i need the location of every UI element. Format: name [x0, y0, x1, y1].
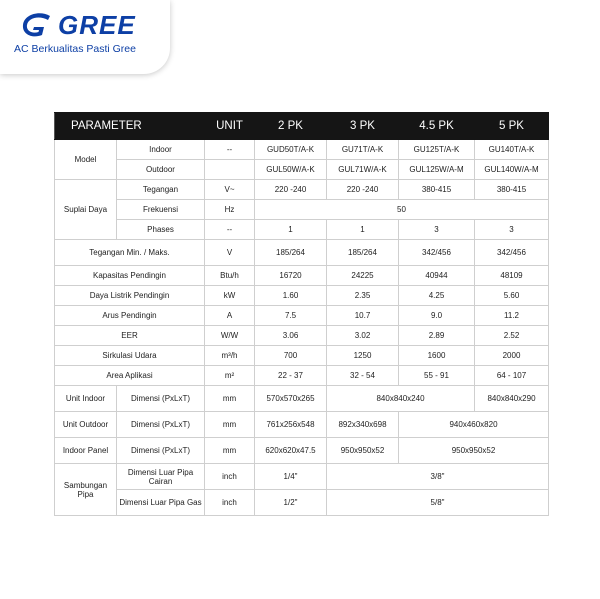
value-cell: 840x840x290 [475, 386, 549, 412]
value-cell: 380-415 [399, 180, 475, 200]
value-cell: 840x840x240 [327, 386, 475, 412]
row-model-outdoor [55, 160, 549, 180]
value-cell: 4.25 [399, 286, 475, 306]
header-2pk: 2 PK [255, 113, 327, 140]
row-daya [55, 286, 549, 306]
row-pipa-cairan [55, 464, 549, 490]
row-label: Phases [117, 220, 205, 240]
spec-table [54, 112, 549, 516]
value-cell: 16720 [255, 266, 327, 286]
row-sirkulasi [55, 346, 549, 366]
row-model-indoor [55, 140, 549, 160]
row-unit-indoor [55, 386, 549, 412]
unit-cell: inch [205, 464, 255, 490]
brand-tagline: AC Berkualitas Pasti Gree [14, 43, 136, 55]
unit-cell: inch [205, 490, 255, 516]
row-label: Frekuensi [117, 200, 205, 220]
value-cell: 48109 [475, 266, 549, 286]
value-cell: 3.02 [327, 326, 399, 346]
unit-cell: A [205, 306, 255, 326]
group-label-unit-indoor: Unit Indoor [55, 386, 117, 412]
value-cell: 940x460x820 [399, 412, 549, 438]
unit-cell [205, 160, 255, 180]
row-tegangan [55, 180, 549, 200]
value-cell: 1250 [327, 346, 399, 366]
value-cell: 3 [475, 220, 549, 240]
row-label: Outdoor [117, 160, 205, 180]
value-cell: 7.5 [255, 306, 327, 326]
value-cell: 761x256x548 [255, 412, 327, 438]
group-label-sambungan-pipa: Sambungan Pipa [55, 464, 117, 516]
value-cell: 11.2 [475, 306, 549, 326]
gree-swoosh-icon [20, 12, 54, 38]
group-label-model: Model [55, 140, 117, 180]
unit-cell: V [205, 240, 255, 266]
row-tegangan-minmax [55, 240, 549, 266]
header-row [55, 113, 549, 140]
value-cell: 22 - 37 [255, 366, 327, 386]
row-label: Dimensi Luar Pipa Gas [117, 490, 205, 516]
value-cell: 40944 [399, 266, 475, 286]
value-cell: GU125T/A-K [399, 140, 475, 160]
value-cell: GUL50W/A-K [255, 160, 327, 180]
brand-logo-card [0, 0, 170, 74]
value-cell: 220 -240 [327, 180, 399, 200]
row-label: Dimensi (PxLxT) [117, 386, 205, 412]
row-label: Sirkulasi Udara [55, 346, 205, 366]
unit-cell: mm [205, 412, 255, 438]
logo-row [20, 12, 136, 38]
value-cell: 700 [255, 346, 327, 366]
value-cell: 342/456 [399, 240, 475, 266]
row-label: Indoor [117, 140, 205, 160]
row-eer [55, 326, 549, 346]
row-label: Area Aplikasi [55, 366, 205, 386]
row-label: Dimensi (PxLxT) [117, 438, 205, 464]
value-cell: 5/8" [327, 490, 549, 516]
row-indoor-panel [55, 438, 549, 464]
unit-cell: mm [205, 438, 255, 464]
value-cell: GUL140W/A-M [475, 160, 549, 180]
value-cell: 2.89 [399, 326, 475, 346]
header-unit: UNIT [205, 113, 255, 140]
row-label: Arus Pendingin [55, 306, 205, 326]
row-phases [55, 220, 549, 240]
value-cell: 1 [327, 220, 399, 240]
row-unit-outdoor [55, 412, 549, 438]
value-cell: 10.7 [327, 306, 399, 326]
value-cell: 185/264 [327, 240, 399, 266]
value-cell: 3.06 [255, 326, 327, 346]
unit-cell: -- [205, 140, 255, 160]
value-cell: 380-415 [475, 180, 549, 200]
value-cell: 620x620x47.5 [255, 438, 327, 464]
unit-cell: W/W [205, 326, 255, 346]
row-label: EER [55, 326, 205, 346]
value-cell: 2.52 [475, 326, 549, 346]
row-arus [55, 306, 549, 326]
row-label: Kapasitas Pendingin [55, 266, 205, 286]
row-label: Dimensi Luar Pipa Cairan [117, 464, 205, 490]
value-cell: 570x570x265 [255, 386, 327, 412]
value-cell: 220 -240 [255, 180, 327, 200]
value-cell: 55 - 91 [399, 366, 475, 386]
value-cell: 950x950x52 [327, 438, 399, 464]
unit-cell: Btu/h [205, 266, 255, 286]
value-cell: 2.35 [327, 286, 399, 306]
value-cell: 342/456 [475, 240, 549, 266]
row-label: Tegangan Min. / Maks. [55, 240, 205, 266]
value-cell: 1.60 [255, 286, 327, 306]
unit-cell: m³/h [205, 346, 255, 366]
value-cell: 9.0 [399, 306, 475, 326]
value-cell: 1600 [399, 346, 475, 366]
header-parameter: PARAMETER [55, 113, 205, 140]
value-cell: 24225 [327, 266, 399, 286]
value-cell: 892x340x698 [327, 412, 399, 438]
row-label: Daya Listrik Pendingin [55, 286, 205, 306]
value-cell: 185/264 [255, 240, 327, 266]
row-kapasitas [55, 266, 549, 286]
row-label: Dimensi (PxLxT) [117, 412, 205, 438]
brand-name: GREE [58, 10, 136, 40]
row-pipa-gas [55, 490, 549, 516]
value-cell: 64 - 107 [475, 366, 549, 386]
group-label-suplai-daya: Suplai Daya [55, 180, 117, 240]
unit-cell: mm [205, 386, 255, 412]
value-cell: 32 - 54 [327, 366, 399, 386]
value-cell: 1/4" [255, 464, 327, 490]
value-cell: 2000 [475, 346, 549, 366]
value-cell: 3 [399, 220, 475, 240]
value-cell: 3/8" [327, 464, 549, 490]
row-area [55, 366, 549, 386]
value-cell: 50 [255, 200, 549, 220]
header-4-5pk: 4.5 PK [399, 113, 475, 140]
value-cell: GU71T/A-K [327, 140, 399, 160]
row-label: Tegangan [117, 180, 205, 200]
value-cell: 950x950x52 [399, 438, 549, 464]
unit-cell: V~ [205, 180, 255, 200]
header-5pk: 5 PK [475, 113, 549, 140]
group-label-indoor-panel: Indoor Panel [55, 438, 117, 464]
value-cell: 1 [255, 220, 327, 240]
value-cell: 5.60 [475, 286, 549, 306]
value-cell: GU140T/A-K [475, 140, 549, 160]
value-cell: GUL125W/A-M [399, 160, 475, 180]
header-3pk: 3 PK [327, 113, 399, 140]
unit-cell: -- [205, 220, 255, 240]
unit-cell: Hz [205, 200, 255, 220]
row-frekuensi [55, 200, 549, 220]
group-label-unit-outdoor: Unit Outdoor [55, 412, 117, 438]
value-cell: 1/2" [255, 490, 327, 516]
unit-cell: m² [205, 366, 255, 386]
unit-cell: kW [205, 286, 255, 306]
value-cell: GUD50T/A-K [255, 140, 327, 160]
value-cell: GUL71W/A-K [327, 160, 399, 180]
